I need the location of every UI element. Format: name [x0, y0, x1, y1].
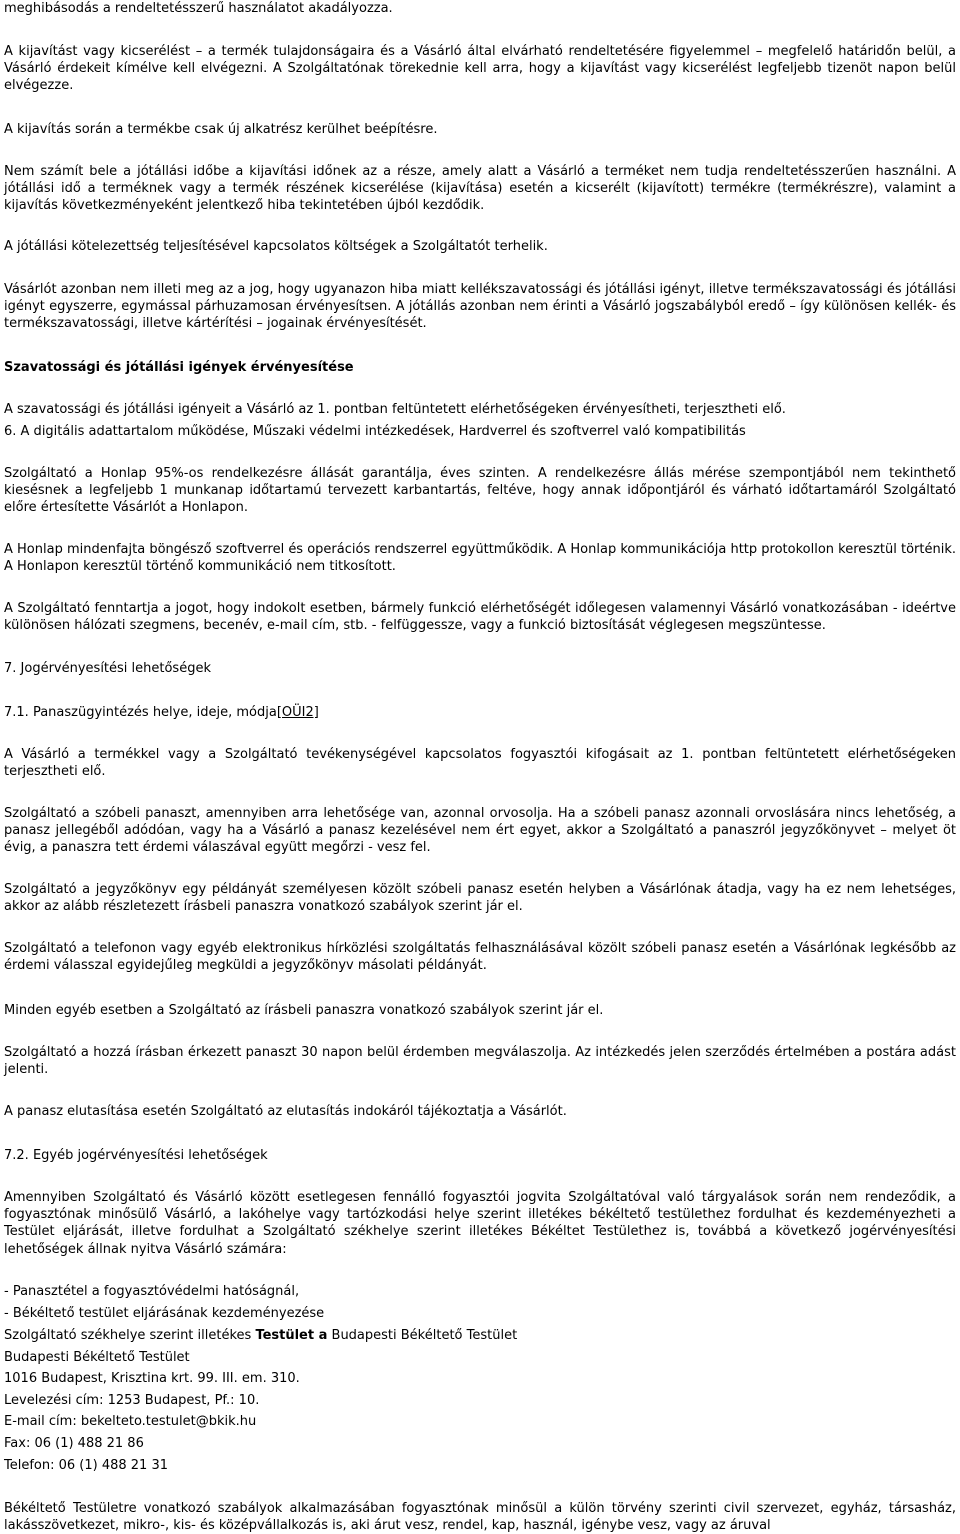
bold-span: Testület a	[255, 1328, 328, 1343]
paragraph: Szolgáltató a hozzá írásban érkezett panaszt 30 napon belül érdemben megválaszolja. Az intézkedés jelen szerződés értelmében a postára adást jelenti.	[4, 1045, 956, 1078]
list-item: E-mail cím: bekelteto.testulet@bkik.hu	[4, 1414, 257, 1429]
paragraph: A panasz elutasítása esetén Szolgáltató az elutasítás indokáról tájékoztatja a Vásárlót.	[4, 1104, 567, 1119]
text-span: Szolgáltató székhelye szerint illetékes	[4, 1328, 256, 1343]
paragraph: meghibásodás a rendeltetésszerű használatot akadályozza.	[4, 1, 393, 16]
text-span: Budapesti Békéltető Testület	[327, 1328, 518, 1343]
paragraph: Vásárlót azonban nem illeti meg az a jog, hogy ugyanazon hiba miatt kellékszavatossági és jótállási igényt, illetve termékszavatossági és jótállási igényt egyszerre, egymással párhuzamosan érvényesítsen. A jótállás azonban nem érinti a Vásárló jogszabályból eredő – így különösen kellék- és termékszavatossági, illetve kártérítési – jogainak érvényesítését.	[4, 282, 956, 332]
paragraph: A Vásárló a termékkel vagy a Szolgáltató tevékenységével kapcsolatos fogyasztói kifogásait az 1. pontban feltüntetett elérhetőségeken terjesztheti elő.	[4, 747, 956, 780]
paragraph: Amennyiben Szolgáltató és Vásárló között esetlegesen fennálló fogyasztói jogvita Szolgáltatóval való tárgyalások során nem rendeződik, a fogyasztónak minősülő Vásárló, a lakóhelye vagy tartózkodási helye szerint illetékes békéltető testülethez fordulhat és kezdeményezheti a Testület eljárását, illetve fordulhat a Szolgáltató székhelye szerint illetékes Békéltet Testülethez is, továbbá a következő jogérvényesítési lehetőségek állnak nyitva Vásárló számára:	[4, 1190, 956, 1257]
paragraph: Szolgáltató a telefonon vagy egyéb elektronikus hírközlési szolgáltatás felhasználásával közölt szóbeli panasz esetén a Vásárlónak legkésőbb az érdemi válasszal egyidejűleg megküldi a jegyzőkönyv másolati példányát.	[4, 941, 956, 974]
paragraph: 7.2. Egyéb jogérvényesítési lehetőségek	[4, 1148, 268, 1163]
list-item: Telefon: 06 (1) 488 21 31	[4, 1458, 169, 1473]
paragraph: 6. A digitális adattartalom működése, Műszaki védelmi intézkedések, Hardverrel és szoftverrel való kompatibilitás	[4, 424, 746, 439]
list-item: 1016 Budapest, Krisztina krt. 99. III. em. 310.	[4, 1371, 300, 1386]
list-item: - Panasztétel a fogyasztóvédelmi hatóságnál,	[4, 1284, 300, 1299]
list-item: Fax: 06 (1) 488 21 86	[4, 1436, 144, 1451]
paragraph: Szolgáltató a jegyzőkönyv egy példányát személyesen közölt szóbeli panasz esetén helyben a Vásárlónak átadja, vagy ha ez nem lehetséges, akkor az alább részletezett írásbeli panaszra vonatkozó szabályok szerint jár el.	[4, 882, 956, 915]
paragraph: A Szolgáltató fenntartja a jogot, hogy indokolt esetben, bármely funkció elérhetőségét időlegesen valamennyi Vásárló vonatkozásában - ideértve különösen hálózati szegmens, becenév, e-mail cím, stb. - felfüggessze, vagy a funkció biztosítását véglegesen megszüntesse.	[4, 601, 956, 634]
paragraph: Békéltető Testületre vonatkozó szabályok alkalmazásában fogyasztónak minősül a külön törvény szerinti civil szervezet, egyház, társasház, lakásszövetkezet, mikro-, kis- és középvállalkozás is, aki árut vesz, rendel, kap, használ, igénybe vesz, vagy az áruval	[4, 1501, 956, 1534]
list-item	[4, 1327, 956, 1344]
paragraph: A kijavítást vagy kicserélést – a termék tulajdonságaira és a Vásárló által elvárható rendeltetésére figyelemmel – megfelelő határidőn belül, a Vásárló érdekeit kímélve kell elvégezni. A Szolgáltatónak törekednie kell arra, hogy a kijavítást vagy kicserélést legfeljebb tizenöt napon belül elvégezze.	[4, 44, 956, 94]
paragraph	[4, 704, 956, 721]
footnote-link[interactable]: [OÜI2]	[276, 705, 319, 720]
list-item: Levelezési cím: 1253 Budapest, Pf.: 10.	[4, 1393, 260, 1408]
paragraph: Szolgáltató a szóbeli panaszt, amennyiben arra lehetősége van, azonnal orvosolja. Ha a szóbeli panasz azonnali orvoslására nincs lehetőség, a panasz jellegéből adódóan, vagy ha a Vásárló a panasz kezelésével nem ért egyet, akkor a Szolgáltató a panaszról jegyzőkönyvet – melyet öt évig, a panaszra tett érdemi válaszával együtt megőrzi - vesz fel.	[4, 806, 956, 856]
list-item: Budapesti Békéltető Testület	[4, 1350, 190, 1365]
paragraph: A kijavítás során a termékbe csak új alkatrész kerülhet beépítésre.	[4, 122, 438, 137]
subsection-title: 7.1. Panaszügyintézés helye, ideje, módja	[4, 705, 277, 720]
paragraph: A jótállási kötelezettség teljesítésével kapcsolatos költségek a Szolgáltatót terhelik.	[4, 239, 548, 254]
section-heading: Szavatossági és jótállási igények érvényesítése	[4, 360, 354, 375]
paragraph: A Honlap mindenfajta böngésző szoftverrel és operációs rendszerrel együttműködik. A Honlap kommunikációja http protokollon keresztül történik. A Honlapon keresztül történő kommunikáció nem titkosított.	[4, 542, 956, 575]
paragraph: Nem számít bele a jótállási időbe a kijavítási időnek az a része, amely alatt a Vásárló a terméket nem tudja rendeltetésszerűen használni. A jótállási idő a terméknek vagy a termék részének kicserélése (kijavítása) esetén a kicserélt (kijavított) termékre (termékrészre), valamint a kijavítás következményeként jelentkező hiba tekintetében újból kezdődik.	[4, 164, 956, 214]
paragraph: Szolgáltató a Honlap 95%-os rendelkezésre állását garantálja, éves szinten. A rendelkezésre állás mérése szempontjából nem tekinthető kiesésnek a legfeljebb 1 munkanap időtartamú tervezett karbantartás, feltéve, hogy annak időpontjáról és várható időtartamáról Szolgáltató előre értesítette Vásárlót a Honlapon.	[4, 466, 956, 516]
list-item: - Békéltető testület eljárásának kezdeményezése	[4, 1306, 325, 1321]
paragraph: A szavatossági és jótállási igényeit a Vásárló az 1. pontban feltüntetett elérhetőségeken érvényesítheti, terjesztheti elő.	[4, 402, 786, 417]
paragraph: 7. Jogérvényesítési lehetőségek	[4, 661, 211, 676]
paragraph: Minden egyéb esetben a Szolgáltató az írásbeli panaszra vonatkozó szabályok szerint jár el.	[4, 1003, 604, 1018]
